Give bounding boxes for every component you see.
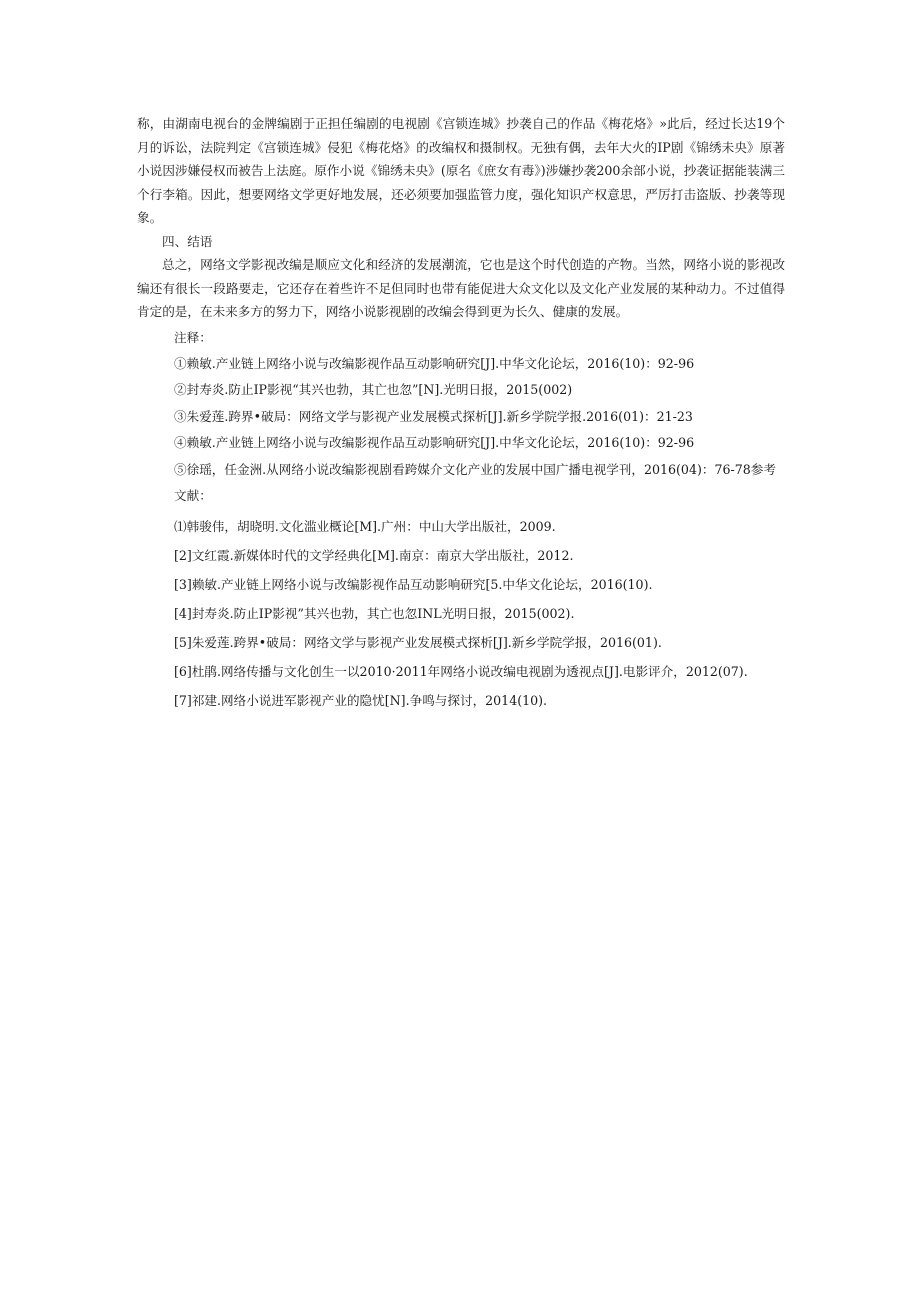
note-item: ③朱爱莲.跨界•破局：网络文学与影视产业发展模式探析[J].新乡学院学报.2016(01)：21-23 xyxy=(174,408,693,424)
note-item: ①赖敏.产业链上网络小说与改编影视作品互动影响研究[J].中华文化论坛，2016(10)：92-96 xyxy=(174,355,695,371)
reference-item: [4]封寿炎.防止IP影视”其兴也勃，其亡也忽INL光明日报，2015(002). xyxy=(174,605,575,621)
reference-item: [5]朱爱莲.跨界•破局：网络文学与影视产业发展模式探析[J].新乡学院学报，2016(01). xyxy=(174,634,662,650)
note-item: ④赖敏.产业链上网络小说与改编影视作品互动影响研究[J].中华文化论坛，2016(10)：92-96 xyxy=(174,435,695,450)
reference-item: [2]文红霞.新媒体时代的文学经典化[M].南京：南京大学出版社，2012. xyxy=(174,547,574,563)
document-page xyxy=(137,112,785,715)
reference-item: [3]赖敏.产业链上网络小说与改编影视作品互动影响研究[5.中华文化论坛，2016(10). xyxy=(174,576,653,592)
note-item: ②封寿炎.防止IP影视“其兴也勃，其亡也忽”[N].光明日报，2015(002) xyxy=(174,382,573,397)
notes-title: 注释： xyxy=(174,329,212,345)
notes-list xyxy=(137,351,785,510)
reference-item: ⑴韩骏伟，胡晓明.文化滥业概论[M].广州：中山大学出版社，2009. xyxy=(174,518,556,534)
reference-item: [6]杜鹃.网络传播与文化创生一以2010·2011年网络小说改编电视剧为透视点[J].电影评介，2012(07). xyxy=(174,663,748,679)
references-list xyxy=(137,512,785,715)
body-paragraph-1: 称，由湖南电视台的金牌编剧于正担任编剧的电视剧《宫锁连城》抄袭自己的作品《梅花烙》»此后，经过长达19个月的诉讼，法院判定《宫锁连城》侵犯《梅花烙》的改编权和摄制权。无独有偶，去年大火的IP剧《锦绣未央》原著小说因涉嫌侵权而被告上法庭。原作小说《锦绣未央》(原名《庶女有毒》)涉嫌抄袭200余部小说，抄袭证据能装满三个行李箱。因此，想要网络文学更好地发展，还必须要加强监管力度，强化知识产权意思，严厉打击盗版、抄袭等现象。 xyxy=(137,116,785,225)
reference-item: [7]祁建.网络小说进军影视产业的隐忧[N].争鸣与探讨，2014(10). xyxy=(174,692,548,708)
note-item: ⑤徐瑶，任金洲.从网络小说改编影视剧看跨媒介文化产业的发展中国广播电视学刊，2016(04)：76-78参考文献： xyxy=(174,461,776,503)
section-heading-conclusion: 四、结语 xyxy=(162,233,213,249)
body-paragraph-2: 总之，网络文学影视改编是顺应文化和经济的发展潮流，它也是这个时代创造的产物。当然，网络小说的影视改编还有很长一段路要走，它还存在着些许不足但同时也带有能促进大众文化以及文化产业发展的某种动力。不过值得肯定的是，在未来多方的努力下，网络小说影视剧的改编会得到更为长久、健康的发展。 xyxy=(137,257,785,319)
